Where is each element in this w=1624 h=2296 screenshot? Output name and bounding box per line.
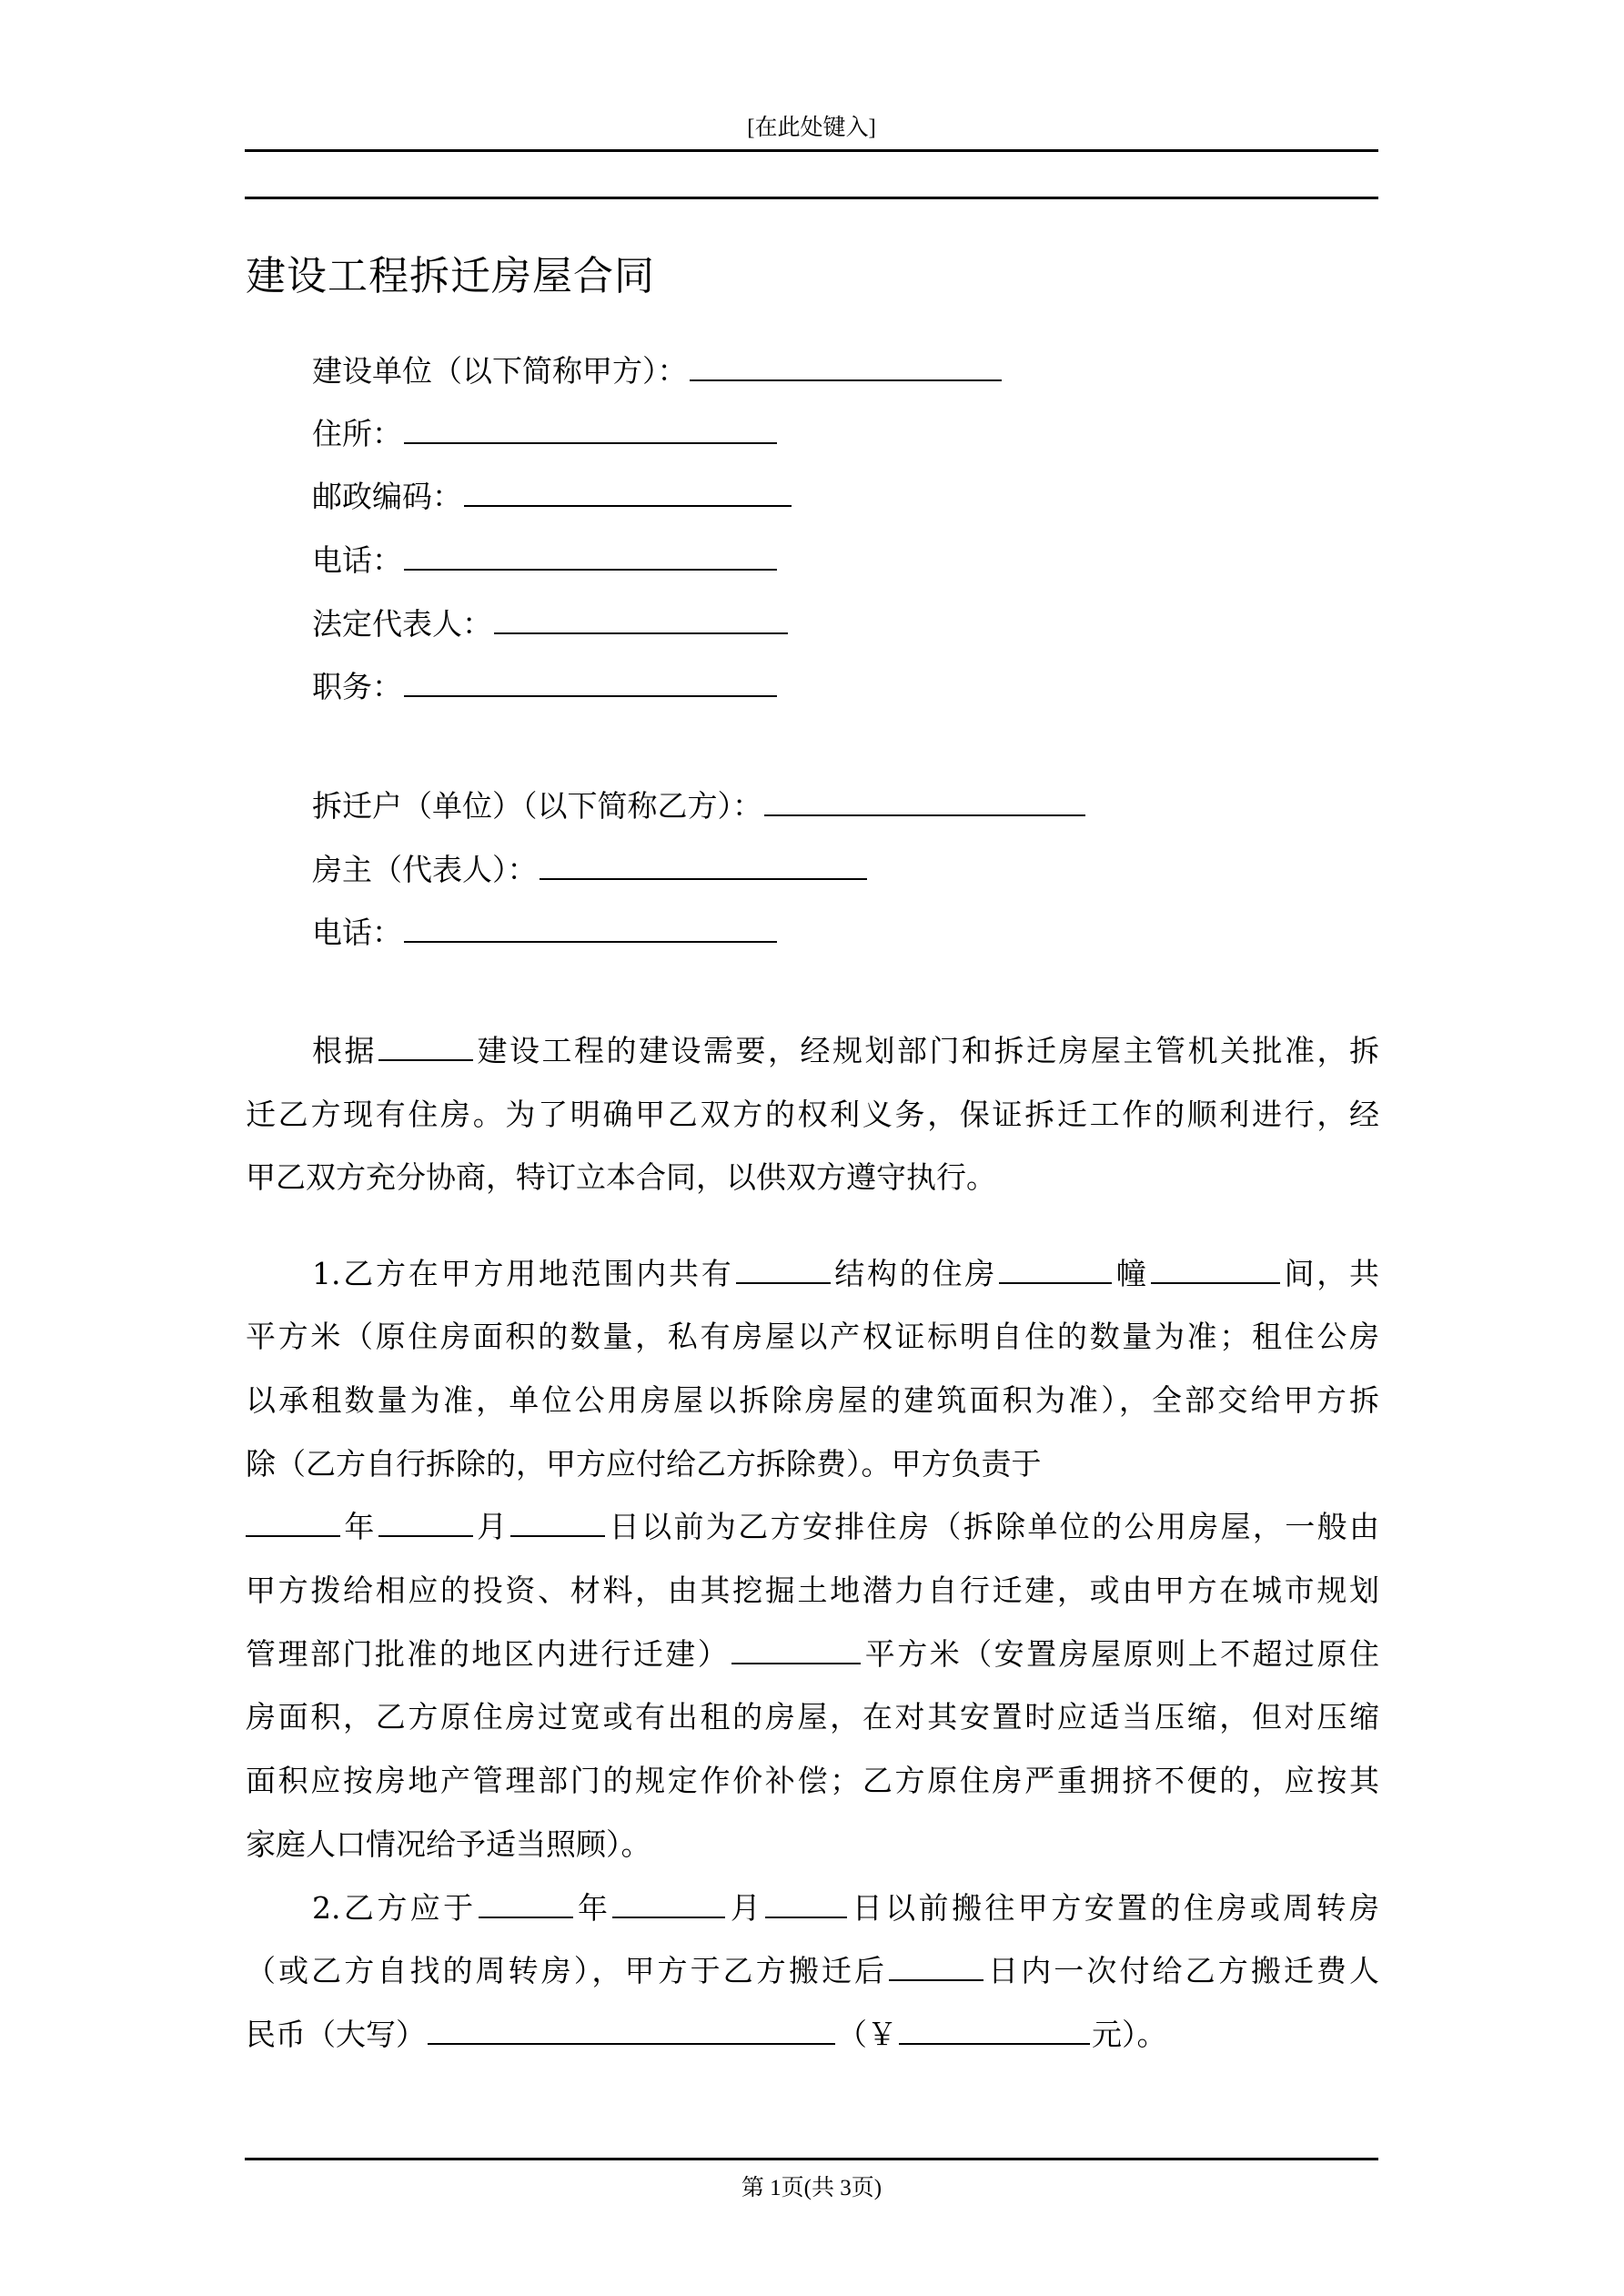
page-footer[interactable]: 第 1页(共 3页)	[741, 2176, 883, 2200]
preamble-line-2: 迁乙方现有住房。为了明确甲乙双方的权利义务，保证拆迁工作的顺利进行，经	[246, 1097, 1379, 1132]
clause-1-line-2: 平方米（原住房面积的数量，私有房屋以产权证标明自住的数量为准；租住公房	[246, 1319, 1379, 1354]
day-blank[interactable]	[510, 1508, 605, 1537]
text-span: 元）。	[1092, 2017, 1167, 2052]
party-a-address-row	[312, 414, 779, 454]
text-span: （或乙方自找的周转房），甲方于乙方搬迁后	[246, 1953, 888, 1988]
page-header[interactable]: [在此处键入]	[747, 116, 876, 140]
party-b-phone-row	[312, 913, 779, 953]
payment-days-blank[interactable]	[889, 1952, 983, 1981]
text-span: 幢	[1114, 1256, 1149, 1291]
text-span: 结构的住房	[832, 1256, 998, 1291]
field-label: 电话：	[312, 915, 402, 950]
clause-1-line-9: 面积应按房地产管理部门的规定作价补偿；乙方原住房严重拥挤不便的，应按其	[246, 1763, 1379, 1798]
footer-rule	[245, 2158, 1378, 2160]
month-blank[interactable]	[378, 1508, 473, 1537]
party-b-unit-blank[interactable]	[764, 787, 1085, 816]
party-a-postcode-blank[interactable]	[464, 478, 792, 507]
header-rule	[245, 149, 1378, 152]
move-month-blank[interactable]	[612, 1889, 725, 1918]
move-day-blank[interactable]	[765, 1889, 847, 1918]
text-span: 根据	[312, 1033, 377, 1068]
room-count-blank[interactable]	[1151, 1255, 1280, 1284]
text-span: 1.乙方在甲方用地范围内共有	[312, 1256, 734, 1291]
clause-2-line-1	[246, 1888, 1379, 1928]
text-span: （￥	[837, 2017, 897, 2052]
party-b-unit-row	[312, 786, 1087, 826]
move-year-blank[interactable]	[479, 1889, 573, 1918]
year-blank[interactable]	[246, 1508, 340, 1537]
resettlement-area-blank[interactable]	[731, 1635, 861, 1664]
field-label: 住所：	[312, 416, 402, 451]
header-rule-secondary	[245, 197, 1378, 199]
clause-1-line-1	[246, 1254, 1379, 1294]
clause-1-line-8: 房面积，乙方原住房过宽或有出租的房屋，在对其安置时应适当压缩，但对压缩	[246, 1699, 1379, 1735]
clause-1-line-3: 以承租数量为准，单位公用房屋以拆除房屋的建筑面积为准），全部交给甲方拆	[246, 1382, 1379, 1418]
party-a-postcode-row	[312, 477, 793, 517]
party-a-legal-rep-blank[interactable]	[494, 605, 788, 634]
party-a-legal-rep-row	[312, 604, 790, 644]
clause-1-line-5	[246, 1507, 1379, 1547]
structure-type-blank[interactable]	[736, 1255, 831, 1284]
text-span: 平方米（安置房屋原则上不超过原住	[862, 1636, 1380, 1672]
field-label: 建设单位（以下简称甲方）：	[312, 353, 688, 389]
party-b-phone-blank[interactable]	[404, 914, 777, 943]
party-b-owner-blank[interactable]	[540, 851, 867, 880]
text-span: 建设工程的建设需要，经规划部门和拆迁房屋主管机关批准，拆	[475, 1033, 1379, 1068]
text-span: 月	[727, 1890, 764, 1926]
text-span: 月	[474, 1509, 509, 1544]
amount-in-words-blank[interactable]	[428, 2016, 835, 2045]
party-a-phone-blank[interactable]	[404, 541, 777, 571]
text-span: 日内一次付给乙方搬迁费人	[985, 1953, 1379, 1988]
text-span: 2.乙方应于	[312, 1890, 477, 1926]
field-label: 职务：	[312, 669, 402, 704]
clause-2-line-3	[246, 2015, 1379, 2055]
clause-1-line-10: 家庭人口情况给予适当照顾）。	[246, 1826, 651, 1862]
party-a-unit-blank[interactable]	[690, 352, 1002, 381]
party-b-owner-row	[312, 850, 869, 890]
text-span: 年	[574, 1890, 611, 1926]
field-label: 拆迁户（单位）（以下简称乙方）：	[312, 788, 762, 824]
preamble-line-1	[246, 1031, 1379, 1071]
clause-1-line-6: 甲方拨给相应的投资、材料，由其挖掘土地潜力自行迁建，或由甲方在城市规划	[246, 1573, 1379, 1608]
text-span: 间，共	[1281, 1256, 1380, 1291]
text-span: 日以前搬往甲方安置的住房或周转房	[849, 1890, 1380, 1926]
text-span: 日以前为乙方安排住房（拆除单位的公用房屋，一般由	[607, 1509, 1380, 1544]
text-span: 管理部门批准的地区内进行迁建）	[246, 1636, 731, 1672]
project-name-blank[interactable]	[378, 1032, 473, 1061]
amount-in-figures-blank[interactable]	[899, 2016, 1090, 2045]
party-a-unit-row	[312, 351, 1004, 391]
field-label: 电话：	[312, 542, 402, 578]
preamble-line-3: 甲乙双方充分协商，特订立本合同，以供双方遵守执行。	[246, 1159, 996, 1195]
clause-1-line-4: 除（乙方自行拆除的，甲方应付给乙方拆除费）。甲方负责于	[246, 1446, 1042, 1482]
building-count-blank[interactable]	[999, 1255, 1112, 1284]
text-span: 年	[342, 1509, 377, 1544]
field-label: 法定代表人：	[312, 606, 492, 642]
party-a-position-row	[312, 667, 779, 707]
party-a-position-blank[interactable]	[404, 668, 777, 697]
clause-1-line-7	[246, 1634, 1379, 1674]
party-a-address-blank[interactable]	[404, 415, 777, 444]
text-span: 民币（大写）	[246, 2017, 426, 2052]
party-a-phone-row	[312, 541, 779, 581]
field-label: 房主（代表人）：	[312, 852, 538, 887]
document-title: 建设工程拆迁房屋合同	[246, 253, 655, 299]
field-label: 邮政编码：	[312, 479, 462, 514]
clause-2-line-2	[246, 1951, 1379, 1991]
